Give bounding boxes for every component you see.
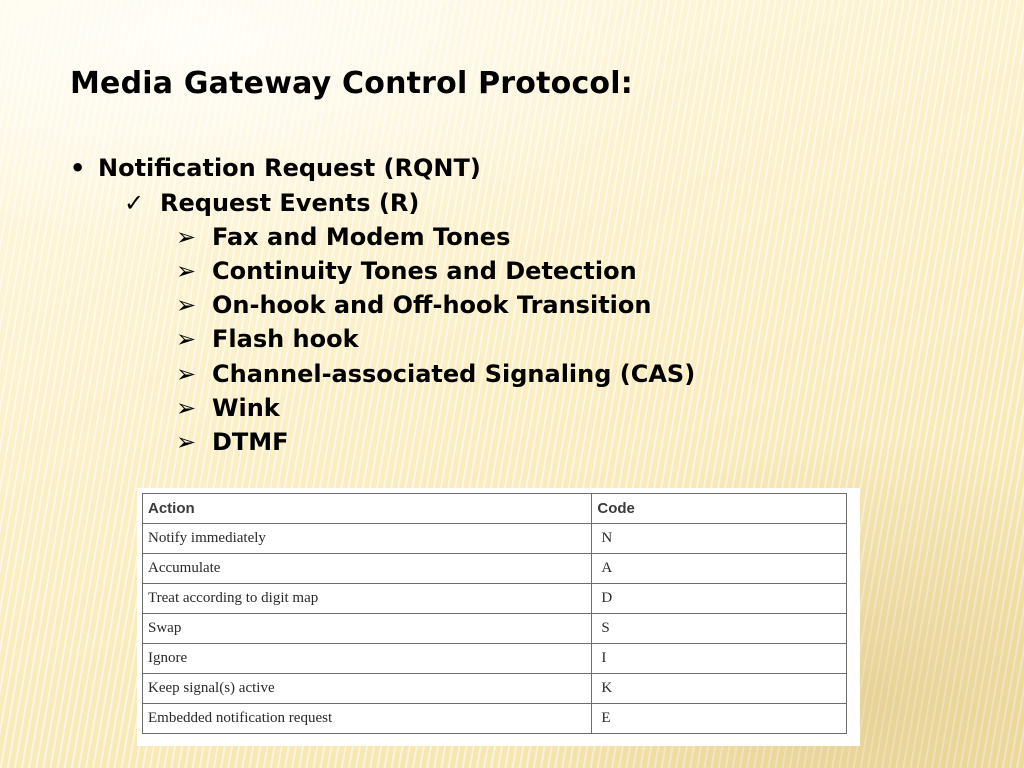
action-cell: Keep signal(s) active <box>143 674 592 704</box>
code-cell: S <box>592 614 847 644</box>
action-code-table <box>142 493 847 734</box>
list-item <box>176 325 359 353</box>
arrow-bullet-icon: ➢ <box>176 325 197 353</box>
arrow-bullet-icon: ➢ <box>176 394 197 422</box>
table-row <box>143 554 847 584</box>
sub-bullet-request-events <box>124 189 419 217</box>
list-item <box>176 360 695 388</box>
table-row <box>143 644 847 674</box>
table-row <box>143 614 847 644</box>
code-cell: N <box>592 524 847 554</box>
action-cell: Embedded notification request <box>143 704 592 734</box>
list-item-label: DTMF <box>212 428 289 456</box>
code-cell: D <box>592 584 847 614</box>
table-row <box>143 704 847 734</box>
arrow-bullet-icon: ➢ <box>176 360 197 388</box>
arrow-bullet-icon: ➢ <box>176 257 197 285</box>
table-row <box>143 524 847 554</box>
list-item <box>176 394 280 422</box>
code-cell: K <box>592 674 847 704</box>
list-item-label: Flash hook <box>212 325 359 353</box>
bullet-label: Notification Request (RQNT) <box>98 154 481 182</box>
bullet-notification-request <box>70 154 481 182</box>
code-cell: E <box>592 704 847 734</box>
slide-title: Media Gateway Control Protocol: <box>70 66 633 101</box>
sub-bullet-label: Request Events (R) <box>160 189 420 217</box>
action-cell: Accumulate <box>143 554 592 584</box>
bullet-dot-icon: • <box>70 154 86 182</box>
action-cell: Ignore <box>143 644 592 674</box>
list-item-label: Continuity Tones and Detection <box>212 257 637 285</box>
table-row <box>143 674 847 704</box>
table-row <box>143 584 847 614</box>
action-cell: Notify immediately <box>143 524 592 554</box>
column-header-code: Code <box>592 494 847 524</box>
code-cell: A <box>592 554 847 584</box>
action-cell: Swap <box>143 614 592 644</box>
checkmark-icon: ✓ <box>124 189 145 217</box>
list-item-label: Wink <box>212 394 280 422</box>
list-item-label: Channel-associated Signaling (CAS) <box>212 360 696 388</box>
code-cell: I <box>592 644 847 674</box>
list-item-label: On-hook and Off-hook Transition <box>212 291 652 319</box>
list-item <box>176 223 510 251</box>
list-item-label: Fax and Modem Tones <box>212 223 511 251</box>
action-cell: Treat according to digit map <box>143 584 592 614</box>
list-item <box>176 428 289 456</box>
table-header-row <box>143 494 847 524</box>
action-code-table-image <box>137 488 860 746</box>
arrow-bullet-icon: ➢ <box>176 428 197 456</box>
list-item <box>176 291 651 319</box>
list-item <box>176 257 637 285</box>
column-header-action: Action <box>143 494 592 524</box>
arrow-bullet-icon: ➢ <box>176 223 197 251</box>
arrow-bullet-icon: ➢ <box>176 291 197 319</box>
